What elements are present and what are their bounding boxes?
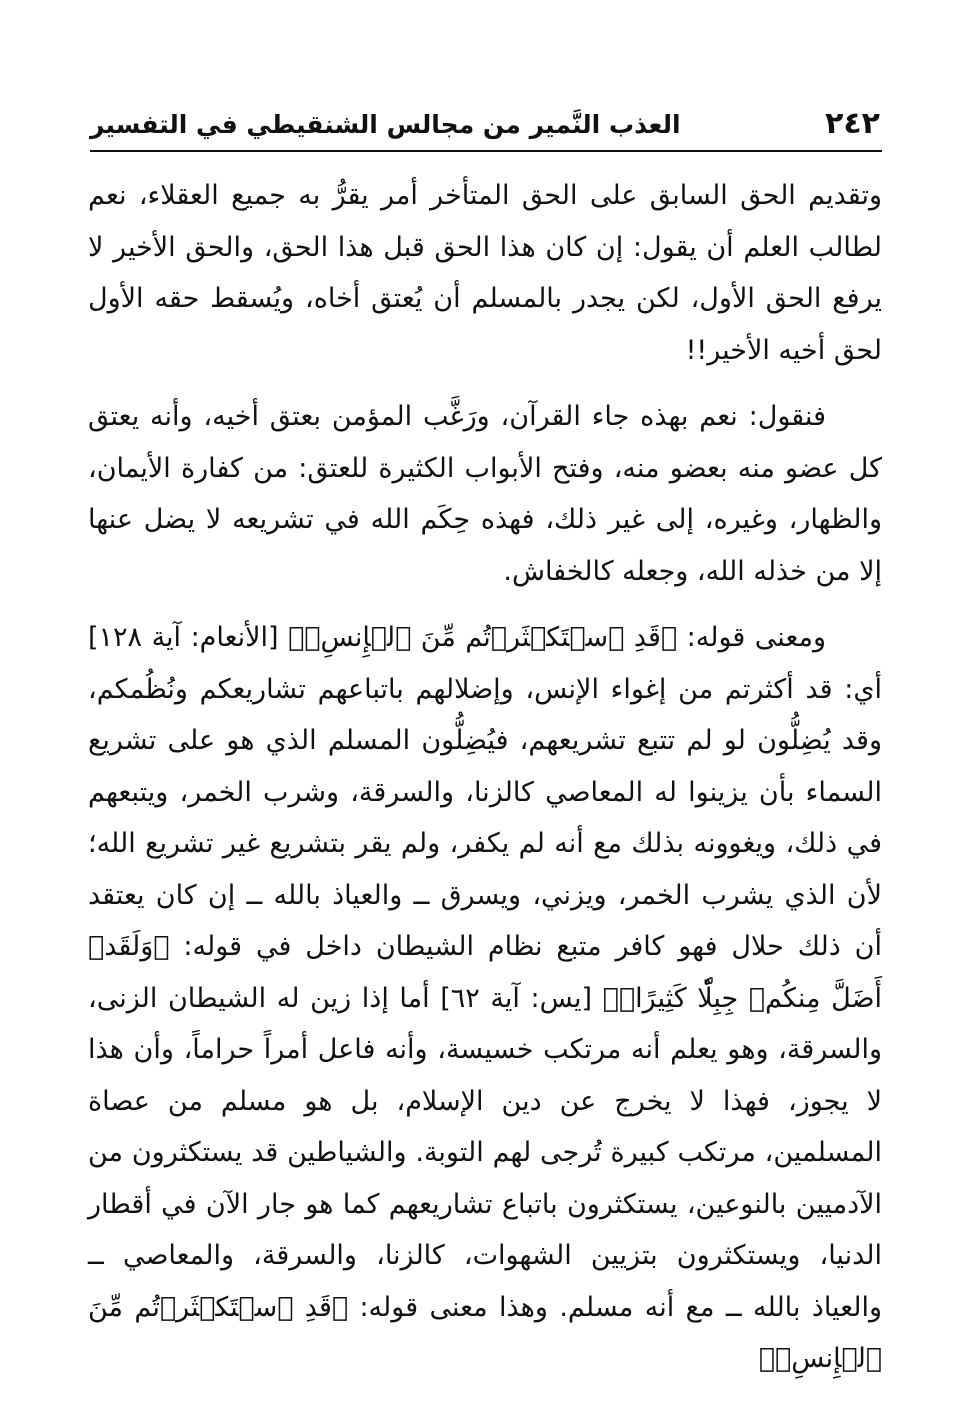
paragraph-3: ومعنى قوله: ﴿قَدِ ٱسۡتَكۡثَرۡتُم مِّنَ ٱلۡإِنسِۖ﴾ [الأنعام: آية ١٢٨] أي: قد أكثرتم من إغواء الإنس، وإضلالهم باتباعهم تشاريعكم ونُظُمكم، وقد يُضِلُّون لو لم تتبع تشريعهم، فيُضِلُّون المسلم الذي هو على تشريع السماء بأن يزينوا له المعاصي كالزنا، والسرقة، وشرب الخمر، ويتبعهم في ذلك، ويغوونه بذلك مع أنه لم يكفر، ولم يقر بتشريع غير تشريع الله؛ لأن الذي يشرب الخمر، ويزني، ويسرق ــ والعياذ بالله ــ إن كان يعتقد أن ذلك حلال فهو كافر متبع نظام الشيطان داخل في قوله: ﴿وَلَقَدۡ أَضَلَّ مِنكُمۡ جِبِلّٗا كَثِيرًاۖ﴾ [يس: آية ٦٢] أما إذا زين له الشيطان الزنى، والسرقة، وهو يعلم أنه مرتكب خسيسة، وأنه فاعل أمراً حراماً، وأن هذا لا يجوز، فهذا لا يخرج عن دين الإسلام، بل هو مسلم من عصاة المسلمين، مرتكب كبيرة تُرجى لهم التوبة. والشياطين قد يستكثرون من الآدميين بالنوعين، يستكثرون باتباع تشاريعهم كما هو جار الآن في أقطار الدنيا، ويستكثرون بتزيين الشهوات، كالزنا، والسرقة، والمعاصي ــ والعياذ بالله ــ مع أنه مسلم. وهذا معنى قوله: ﴿قَدِ ٱسۡتَكۡثَرۡتُم مِّنَ ٱلۡإِنسِۖ﴾: [88, 622, 882, 1374]
page-number: ٢٤٢: [825, 106, 880, 141]
paragraph-1: وتقديم الحق السابق على الحق المتأخر أمر يقرُّ به جميع العقلاء، نعم لطالب العلم أن يقول: إن كان هذا الحق قبل هذا الحق، والحق الأخير لا يرفع الحق الأول، لكن يجدر بالمسلم أن يُعتق أخاه، ويُسقط حقه الأول لحق أخيه الأخير!!: [88, 180, 882, 366]
running-title: العذب النَّمير من مجالس الشنقيطي في التفسير: [90, 110, 681, 139]
paragraph-2: فنقول: نعم بهذه جاء القرآن، ورَغَّب المؤمن بعتق أخيه، وأنه يعتق كل عضو منه بعضو منه، وفتح الأبواب الكثيرة للعتق: من كفارة الأيمان، والظهار، وغيره، إلى غير ذلك، فهذه حِكَم الله في تشريعه لا يضل عنها إلا من خذله الله، وجعله كالخفاش.: [88, 401, 882, 587]
page-header: [90, 104, 880, 148]
page-body: [88, 170, 882, 1385]
header-divider: [90, 150, 882, 152]
